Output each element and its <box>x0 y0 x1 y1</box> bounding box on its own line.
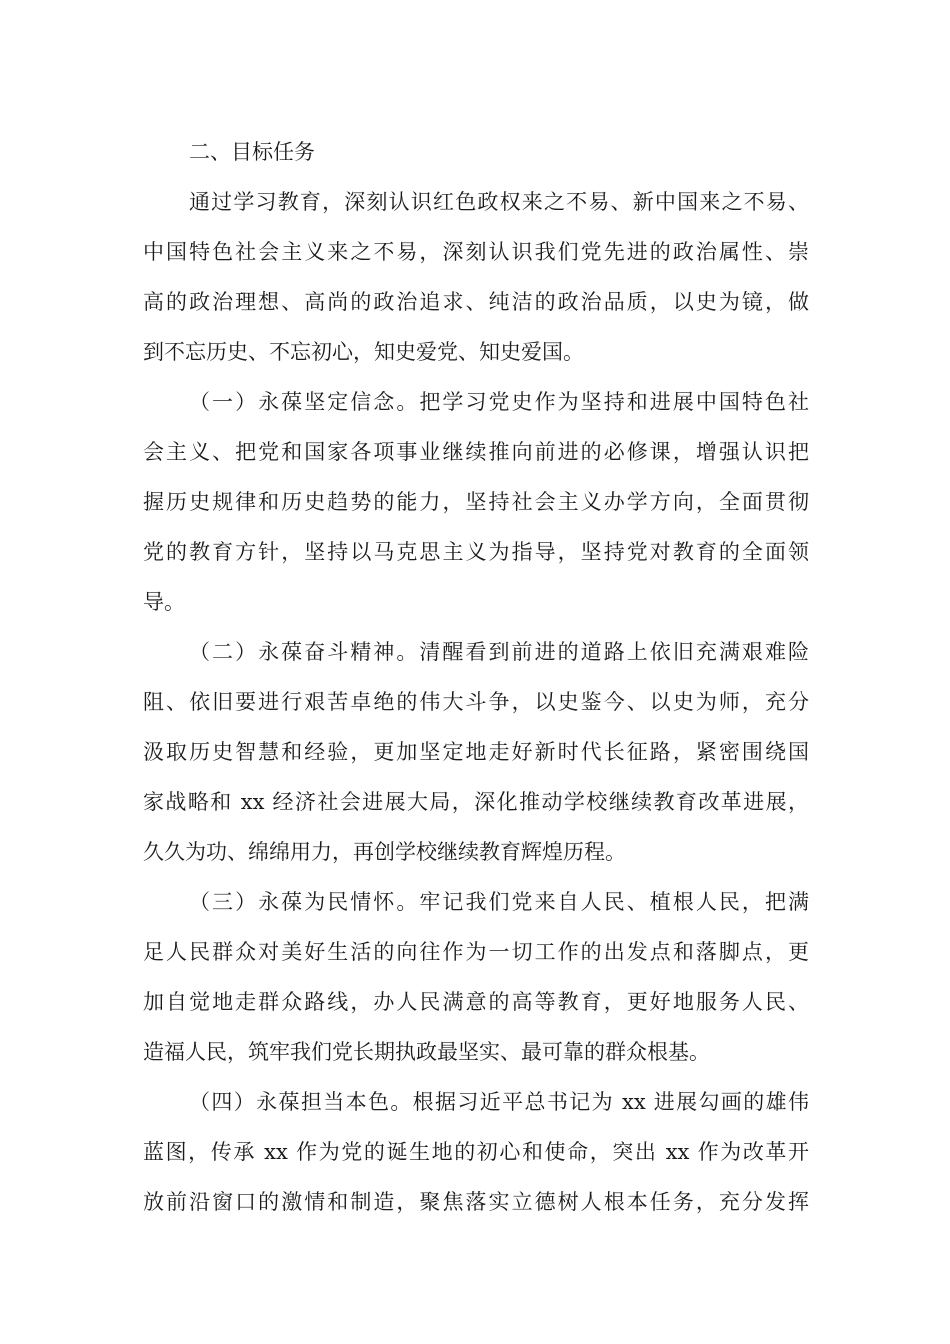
paragraph-line: 到不忘历史、不忘初心，知史爱党、知史爱国。 <box>143 340 584 364</box>
paragraph-line: （三）永葆为民情怀。牢记我们党来自人民、植根人民，把满 <box>189 890 809 914</box>
paragraph-line: 党的教育方针，坚持以马克思主义为指导，坚持党对教育的全面领 <box>143 540 809 564</box>
paragraph-line: 中国特色社会主义来之不易，深刻认识我们党先进的政治属性、崇 <box>143 240 809 264</box>
item-four-paragraph <box>143 1077 809 1227</box>
paragraph-line: （一）永葆坚定信念。把学习党史作为坚持和进展中国特色社 <box>189 390 809 414</box>
paragraph-line: 家战略和 xx 经济社会进展大局，深化推动学校继续教育改革进展， <box>143 790 809 814</box>
paragraph-line: 握历史规律和历史趋势的能力，坚持社会主义办学方向，全面贯彻 <box>143 490 809 514</box>
paragraph-line: 高的政治理想、高尚的政治追求、纯洁的政治品质，以史为镜，做 <box>143 290 809 314</box>
paragraph-line: 造福人民，筑牢我们党长期执政最坚实、最可靠的群众根基。 <box>143 1040 710 1064</box>
paragraph-line: 放前沿窗口的激情和制造，聚焦落实立德树人根本任务，充分发挥 <box>143 1190 809 1214</box>
document-body <box>143 127 809 1227</box>
paragraph-line: 通过学习教育，深刻认识红色政权来之不易、新中国来之不易、 <box>189 190 809 214</box>
paragraph-line: 加自觉地走群众路线，办人民满意的高等教育，更好地服务人民、 <box>143 990 809 1014</box>
paragraph-line: 汲取历史智慧和经验，更加坚定地走好新时代长征路，紧密围绕国 <box>143 740 809 764</box>
item-three-paragraph <box>143 877 809 1077</box>
item-two-paragraph <box>143 627 809 877</box>
paragraph-line: （四）永葆担当本色。根据习近平总书记为 xx 进展勾画的雄伟 <box>189 1090 809 1114</box>
section-heading: 二、目标任务 <box>189 140 315 164</box>
item-one-paragraph <box>143 377 809 627</box>
paragraph-line: 足人民群众对美好生活的向往作为一切工作的出发点和落脚点，更 <box>143 940 809 964</box>
paragraph-line: 久久为功、绵绵用力，再创学校继续教育辉煌历程。 <box>143 840 626 864</box>
intro-paragraph <box>143 177 809 377</box>
paragraph-line: （二）永葆奋斗精神。清醒看到前进的道路上依旧充满艰难险 <box>189 640 809 664</box>
paragraph-line: 蓝图，传承 xx 作为党的诞生地的初心和使命，突出 xx 作为改革开 <box>143 1140 809 1164</box>
paragraph-line: 阻、依旧要进行艰苦卓绝的伟大斗争，以史鉴今、以史为师，充分 <box>143 690 809 714</box>
paragraph-line: 导。 <box>143 590 185 614</box>
paragraph-line: 会主义、把党和国家各项事业继续推向前进的必修课，增强认识把 <box>143 440 809 464</box>
